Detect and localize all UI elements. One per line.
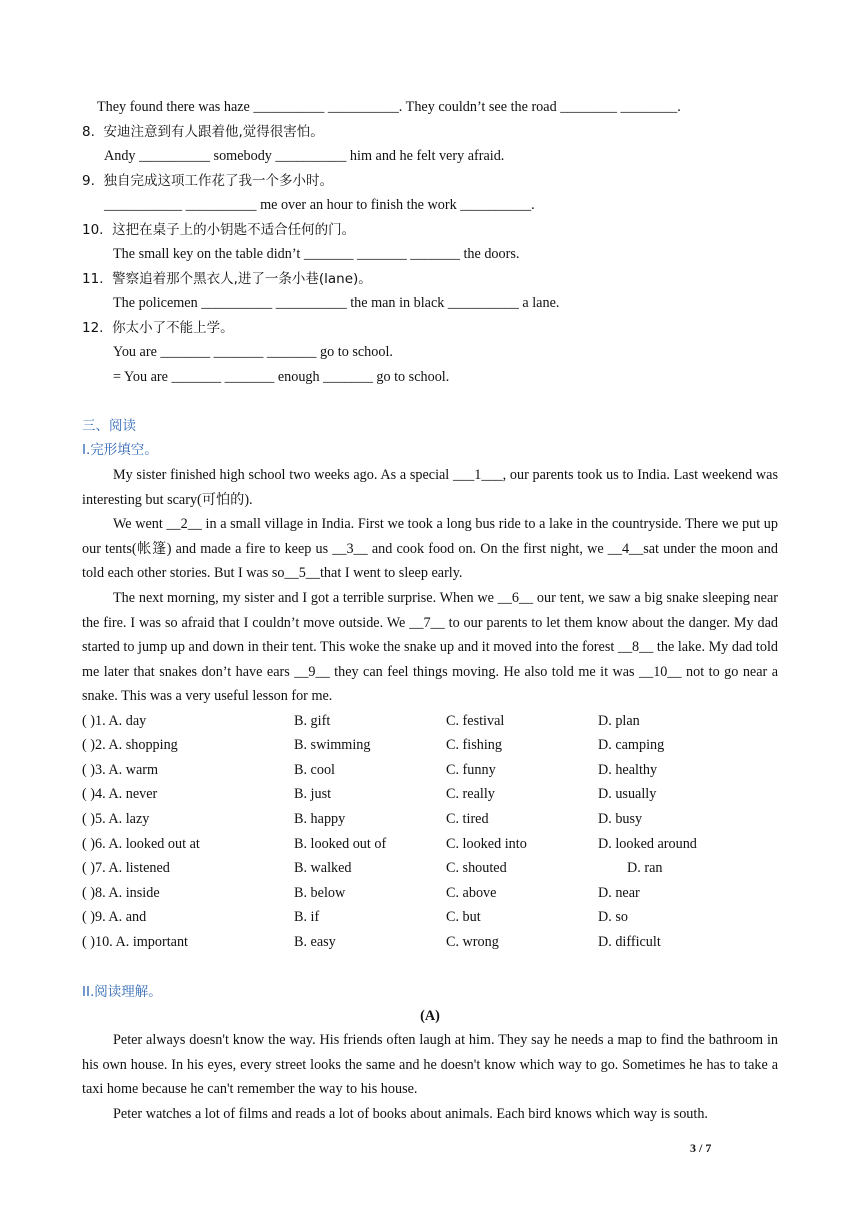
option-row-4: ( )4. A. never <box>82 786 158 802</box>
option-b: B. cool <box>294 762 335 778</box>
question-10-answer-line: The small key on the table didn’t _______ _______ _______ the doors. <box>113 246 520 262</box>
option-row-6: ( )6. A. looked out at <box>82 836 200 852</box>
question-11-answer-line: The policemen __________ __________ the man in black __________ a lane. <box>113 295 560 311</box>
option-d: D. plan <box>598 713 640 729</box>
option-d: D. busy <box>598 811 643 827</box>
passage-heading: (A) <box>420 1008 440 1024</box>
option-c: C. looked into <box>446 836 527 852</box>
option-row-5: ( )5. A. lazy <box>82 811 150 827</box>
option-d: D. so <box>598 909 628 925</box>
passage-paragraph: Peter watches a lot of films and reads a lot of books about animals. Each bird knows which way is south. <box>113 1105 708 1122</box>
page-number: 3 / 7 <box>690 1141 712 1155</box>
option-d: D. looked around <box>598 836 697 852</box>
option-c: C. really <box>446 786 495 802</box>
question-10-prompt: 10. 这把在桌子上的小钥匙不适合任何的门。 <box>82 222 356 238</box>
question-8-answer-line: Andy __________ somebody __________ him and he felt very afraid. <box>104 148 505 164</box>
option-b: B. gift <box>294 713 331 729</box>
option-c: C. but <box>446 909 481 925</box>
option-c: C. funny <box>446 762 496 778</box>
option-c: C. shouted <box>446 860 507 876</box>
option-d: D. difficult <box>598 934 661 950</box>
passage-a <box>82 1028 778 1126</box>
option-b: B. below <box>294 885 346 901</box>
option-row-7: ( )7. A. listened <box>82 860 170 876</box>
option-b: B. just <box>294 786 332 802</box>
option-row-1: ( )1. A. day <box>82 713 147 729</box>
question-12-answer-line: You are _______ _______ _______ go to school. <box>113 344 393 360</box>
question-9-prompt: 9. 独自完成这项工作花了我一个多小时。 <box>82 173 333 189</box>
reading-title: II.阅读理解。 <box>82 984 162 1000</box>
option-d: D. usually <box>598 786 657 802</box>
option-b: B. if <box>294 909 320 925</box>
option-row-10: ( )10. A. important <box>82 934 188 950</box>
sentence-line: They found there was haze __________ __________. They couldn’t see the road ________ ________. <box>97 99 681 115</box>
option-b: B. easy <box>294 934 336 950</box>
question-12-prompt: 12. 你太小了不能上学。 <box>82 320 234 336</box>
cloze-title: I.完形填空。 <box>82 442 158 458</box>
option-d: D. near <box>598 885 640 901</box>
option-d: D. healthy <box>598 762 658 778</box>
option-row-8: ( )8. A. inside <box>82 885 160 901</box>
option-row-9: ( )9. A. and <box>82 909 147 925</box>
section-title: 三、阅读 <box>82 418 136 434</box>
option-c: C. above <box>446 885 497 901</box>
option-c: C. fishing <box>446 737 502 753</box>
option-row-3: ( )3. A. warm <box>82 762 159 778</box>
cloze-passage <box>82 463 778 709</box>
question-12-alt-line: = You are _______ _______ enough _______ go to school. <box>113 369 450 385</box>
option-b: B. swimming <box>294 737 371 753</box>
option-c: C. festival <box>446 713 505 729</box>
question-11-prompt: 11. 警察追着那个黑衣人,进了一条小巷(lane)。 <box>82 271 372 287</box>
passage-paragraph: Peter always doesn't know the way. His friends often laugh at him. They say he needs a map to find the bathroom in his own house. In his eyes, every street looks the same and he doesn't know which way to go. Sometimes he has to take a taxi home because he can't remember the way to his house. <box>82 1032 778 1098</box>
option-row-2: ( )2. A. shopping <box>82 737 178 753</box>
option-b: B. happy <box>294 811 346 827</box>
option-c: C. tired <box>446 811 489 827</box>
cloze-paragraph: My sister finished high school two weeks ago. As a special ___1___, our parents took us to India. Last weekend was interesting but scary(可怕的). <box>82 467 778 508</box>
option-d: D. ran <box>627 860 663 876</box>
option-b: B. looked out of <box>294 836 387 852</box>
option-d: D. camping <box>598 737 665 753</box>
cloze-paragraph: We went __2__ in a small village in India. First we took a long bus ride to a lake in the countryside. There we put up our tents(帐篷) and made a fire to keep us __3__ and cook food on. On the first night, we __4__sat under the moon and told each other stories. But I was so__5__that I went to sleep early. <box>82 516 778 582</box>
option-b: B. walked <box>294 860 352 876</box>
question-9-answer-line: ___________ __________ me over an hour to finish the work __________. <box>104 197 535 213</box>
cloze-paragraph: The next morning, my sister and I got a terrible surprise. When we __6__ our tent, we saw a big snake sleeping near the fire. I was so afraid that I couldn’t move outside. We __7__ to our parents to let them know about the danger. My dad started to jump up and down in their tent. This woke the snake up and it moved into the forest __8__ the lake. My dad told me later that snakes don’t have ears __9__ they can feel things moving. He also told me it was __10__ not to go near a snake. This was a very useful lesson for me. <box>82 589 778 705</box>
question-8-prompt: 8. 安迪注意到有人跟着他,觉得很害怕。 <box>82 124 324 140</box>
option-c: C. wrong <box>446 934 499 950</box>
